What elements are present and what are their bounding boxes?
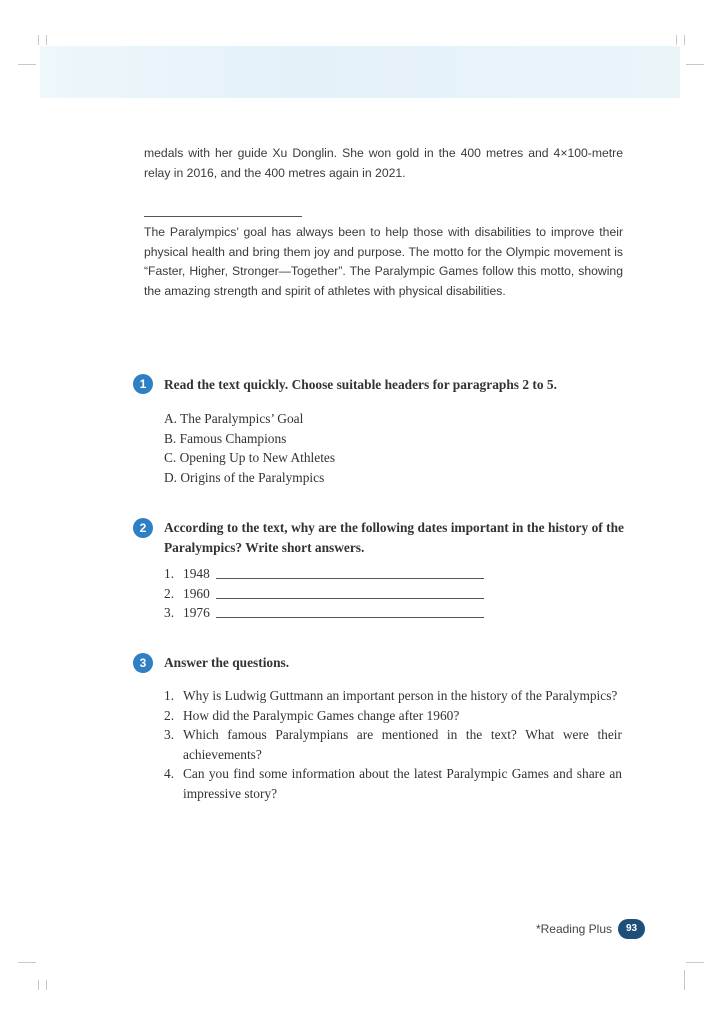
question-2-answers xyxy=(164,564,484,623)
answer-row xyxy=(164,603,484,623)
list-item xyxy=(164,764,622,803)
header-band xyxy=(40,46,680,98)
crop-mark xyxy=(38,980,39,990)
answer-row xyxy=(164,584,484,604)
option-c: C. Opening Up to New Athletes xyxy=(164,450,336,465)
item-text: Which famous Paralympians are mentioned in the text? What were their achievements? xyxy=(183,727,622,762)
item-number: 4. xyxy=(164,766,175,781)
item-number: 3. xyxy=(164,727,175,742)
answer-line xyxy=(144,216,302,217)
crop-mark xyxy=(684,35,685,45)
crop-mark xyxy=(18,962,36,963)
question-2-number: 2 xyxy=(133,518,153,538)
answer-blank[interactable] xyxy=(216,564,484,579)
question-3-number: 3 xyxy=(133,653,153,673)
crop-mark xyxy=(676,35,677,45)
list-item xyxy=(164,725,622,764)
option-a: A. The Paralympics’ Goal xyxy=(164,411,304,426)
option-b: B. Famous Champions xyxy=(164,430,287,446)
crop-mark xyxy=(686,962,704,963)
list-item xyxy=(164,706,622,726)
answer-number: 2. xyxy=(164,585,175,601)
item-number: 2. xyxy=(164,707,175,723)
crop-mark xyxy=(38,35,39,45)
question-3-text: Answer the questions. xyxy=(164,655,290,670)
answer-year: 1948 xyxy=(183,566,210,581)
answer-number: 3. xyxy=(164,605,175,620)
crop-mark xyxy=(18,64,36,65)
answer-year: 1976 xyxy=(183,605,210,620)
item-text: How did the Paralympic Games change after 1960? xyxy=(183,707,460,723)
paragraph-end: medals with her guide Xu Donglin. She won gold in the 400 metres and 4×100-metre relay in 2016, and the 400 metres again in 2021. xyxy=(144,146,623,180)
answer-blank[interactable] xyxy=(216,584,484,599)
item-text: Why is Ludwig Guttmann an important person in the history of the Paralympics? xyxy=(183,688,618,703)
list-item xyxy=(164,686,622,706)
answer-number: 1. xyxy=(164,566,175,581)
question-1-text: Read the text quickly. Choose suitable headers for paragraphs 2 to 5. xyxy=(164,377,557,392)
paragraph-goal: The Paralympics’ goal has always been to help those with disabilities to improve their physical health and bring them joy and purpose. The motto for the Olympic movement is “Faster, Higher, Stronger—Together”. The Paralympic Games follow this motto, showing the amazing strength and spirit of athletes with physical disabilities. xyxy=(144,225,623,298)
item-text: Can you find some information about the latest Paralympic Games and share an impressive story? xyxy=(183,766,622,801)
question-1-number: 1 xyxy=(133,374,153,394)
answer-year: 1960 xyxy=(183,585,210,601)
crop-mark xyxy=(46,980,47,990)
answer-row xyxy=(164,564,484,584)
crop-mark xyxy=(684,970,685,990)
question-3-list xyxy=(164,686,622,803)
question-1-options xyxy=(164,409,335,487)
crop-mark xyxy=(46,35,47,45)
crop-mark xyxy=(686,64,704,65)
page-number: 93 xyxy=(618,919,645,939)
answer-blank[interactable] xyxy=(216,603,484,618)
question-2-text: According to the text, why are the following dates important in the history of the Paralympics? Write short answers. xyxy=(164,520,624,555)
item-number: 1. xyxy=(164,688,175,703)
footer-label: *Reading Plus xyxy=(535,922,612,936)
option-d: D. Origins of the Paralympics xyxy=(164,469,325,485)
